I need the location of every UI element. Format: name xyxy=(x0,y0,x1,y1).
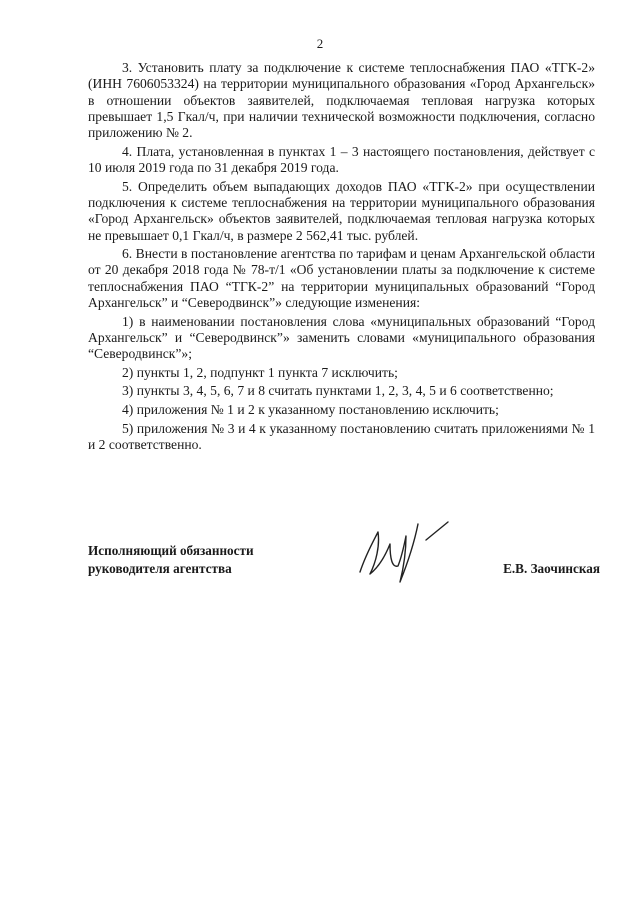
document-body xyxy=(88,60,595,456)
page-number: 2 xyxy=(316,36,324,51)
subitem-2: 2) пункты 1, 2, подпункт 1 пункта 7 исключить; xyxy=(122,364,398,380)
signatory-name: Е.В. Заочинская xyxy=(503,561,600,576)
subitem-3: 3) пункты 3, 4, 5, 6, 7 и 8 считать пунктами 1, 2, 3, 4, 5 и 6 соответственно; xyxy=(122,383,554,399)
paragraph-6: 6. Внести в постановление агентства по тарифам и ценам Архангельской области от 20 декабря 2018 года № 78-т/1 «Об установлении платы за подключение к системе теплоснабжения ПАО “ТГК-2” на территории муниципальных образований “Город Архангельск” и “Северодвинск”» следующие изменения: xyxy=(88,246,595,311)
subitem-5: 5) приложения № 3 и 4 к указанному постановлению считать приложениями № 1 и 2 соответственно. xyxy=(88,420,595,452)
paragraph-3: 3. Установить плату за подключение к системе теплоснабжения ПАО «ТГК-2» (ИНН 7606053324) на территории муниципального образования «Город Архангельск» в отношении объектов заявителей, подключаемая тепловая нагрузка которых превышает 1,5 Гкал/ч, при наличии технической возможности подключения, согласно приложению № 2. xyxy=(88,60,595,141)
signatory-position xyxy=(88,542,254,578)
paragraph-4: 4. Плата, установленная в пунктах 1 – 3 настоящего постановления, действует с 10 июля 2019 года по 31 декабря 2019 года. xyxy=(88,143,595,176)
subitem-1: 1) в наименовании постановления слова «муниципальных образований “Город Архангельск” и “Северодвинск”» заменить словами «муниципального образования “Северодвинск”»; xyxy=(88,313,595,362)
position-line-2: руководителя агентства xyxy=(88,561,232,576)
handwritten-signature xyxy=(352,510,452,590)
position-line-1: Исполняющий обязанности xyxy=(88,543,254,558)
subitem-4: 4) приложения № 1 и 2 к указанному постановлению исключить; xyxy=(122,402,499,418)
paragraph-5: 5. Определить объем выпадающих доходов ПАО «ТГК-2» при осуществлении подключения к системе теплоснабжения на территории муниципального образования «Город Архангельск» объектов заявителей, подключаемая тепловая нагрузка которых не превышает 0,1 Гкал/ч, в размере 2 562,41 тыс. рублей. xyxy=(88,178,595,243)
